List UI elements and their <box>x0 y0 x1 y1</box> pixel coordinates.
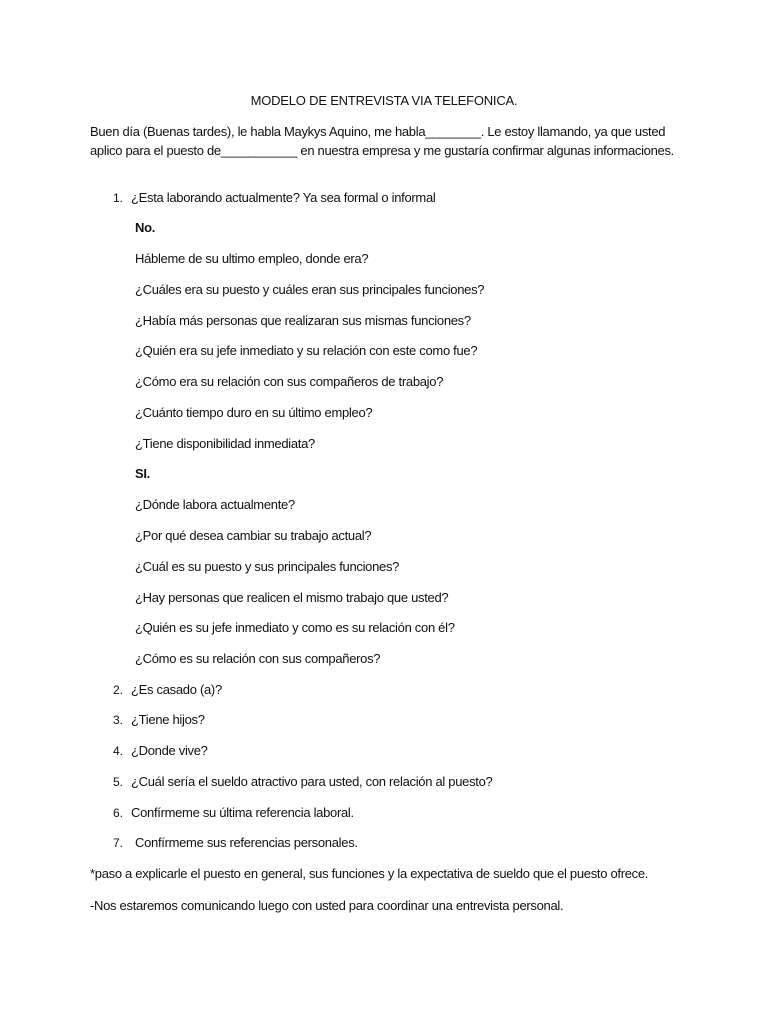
no-question: ¿Cuáles era su puesto y cuáles eran sus principales funciones? <box>135 282 485 297</box>
si-question: ¿Hay personas que realicen el mismo trabajo que usted? <box>135 590 449 605</box>
si-question: ¿Por qué desea cambiar su trabajo actual? <box>135 528 372 543</box>
question-1: ¿Esta laborando actualmente? Ya sea formal o informal <box>131 190 436 205</box>
no-question: Hábleme de su ultimo empleo, donde era? <box>135 251 369 266</box>
si-question: ¿Cuál es su puesto y sus principales funciones? <box>135 559 400 574</box>
no-question: ¿Había más personas que realizaran sus mismas funciones? <box>135 313 471 328</box>
list-number: 6. <box>113 806 124 820</box>
list-number: 3. <box>113 713 124 727</box>
si-question: ¿Quién es su jefe inmediato y como es su relación con él? <box>135 620 455 635</box>
note-paragraph: *paso a explicarle el puesto en general, sus funciones y la expectativa de sueldo que el puesto ofrece. <box>90 866 649 881</box>
si-question: ¿Cómo es su relación con sus compañeros? <box>135 651 381 666</box>
closing-paragraph: -Nos estaremos comunicando luego con usted para coordinar una entrevista personal. <box>90 898 564 913</box>
question-7: Confírmeme sus referencias personales. <box>135 835 358 850</box>
list-number: 2. <box>113 683 124 697</box>
question-4: ¿Donde vive? <box>131 743 208 758</box>
list-number: 1. <box>113 191 124 205</box>
intro-paragraph: Buen día (Buenas tardes), le habla Maykys Aquino, me habla________. Le estoy llamando, ya que usted aplico para el puesto de___________ en nuestra empresa y me gustaría confirmar algunas informaciones. <box>90 124 674 158</box>
no-label: No. <box>135 220 156 235</box>
no-question: ¿Cómo era su relación con sus compañeros de trabajo? <box>135 374 444 389</box>
question-5: ¿Cuál sería el sueldo atractivo para usted, con relación al puesto? <box>131 774 493 789</box>
si-label: SI. <box>135 466 150 481</box>
list-number: 5. <box>113 775 124 789</box>
no-question: ¿Tiene disponibilidad inmediata? <box>135 436 315 451</box>
question-3: ¿Tiene hijos? <box>131 712 205 727</box>
question-6: Confírmeme su última referencia laboral. <box>131 805 354 820</box>
no-question: ¿Quién era su jefe inmediato y su relación con este como fue? <box>135 343 478 358</box>
question-2: ¿Es casado (a)? <box>131 682 222 697</box>
no-question: ¿Cuánto tiempo duro en su último empleo? <box>135 405 373 420</box>
list-number: 4. <box>113 744 124 758</box>
si-question: ¿Dónde labora actualmente? <box>135 497 295 512</box>
document-title: MODELO DE ENTREVISTA VIA TELEFONICA. <box>250 93 518 108</box>
list-number: 7. <box>113 836 124 850</box>
